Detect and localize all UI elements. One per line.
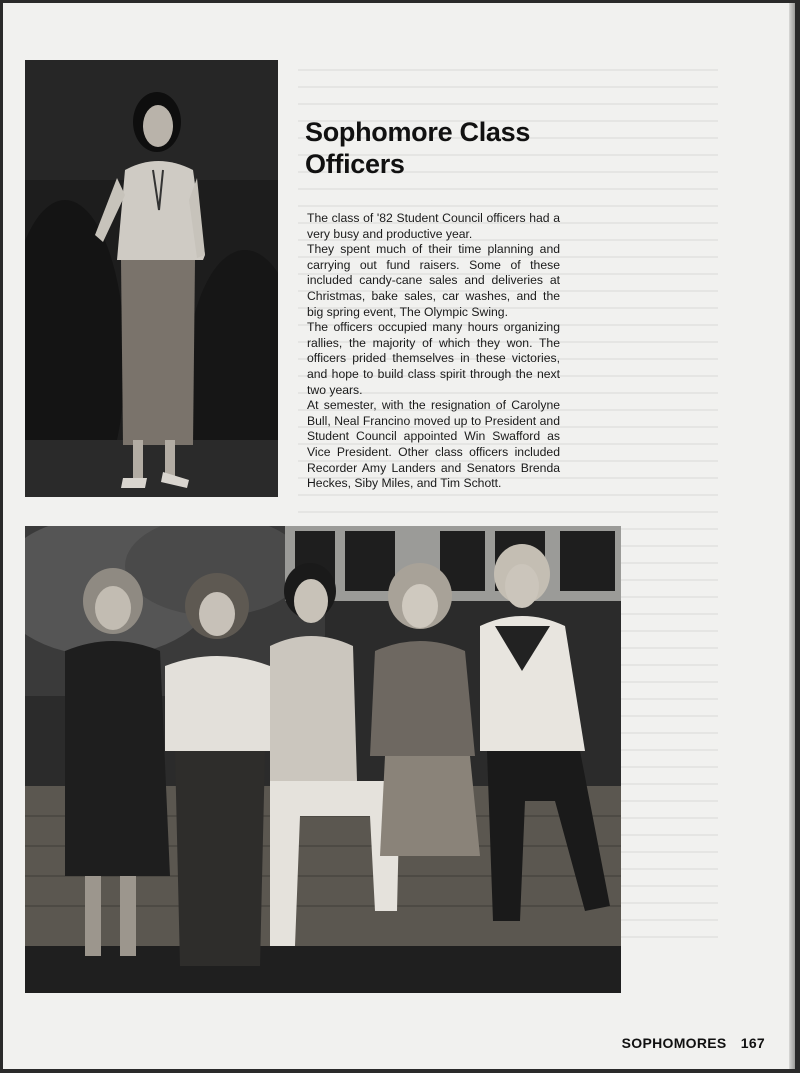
- article-body: [307, 211, 560, 492]
- portrait-photo: [25, 60, 278, 497]
- article-paragraph: They spent much of their time planning and carrying out fund raisers. Some of these included candy-cane sales and deliveries at Christmas, bake sales, car washes, and the big spring event, The Olympic Swing.: [307, 242, 560, 319]
- group-photo-graphic: [25, 526, 621, 993]
- portrait-photo-graphic: [25, 60, 278, 497]
- page-number: 167: [740, 1035, 765, 1051]
- yearbook-page: [3, 3, 795, 1069]
- article-paragraph: The class of '82 Student Council officers had a very busy and productive year.: [307, 211, 560, 241]
- section-label: SOPHOMORES: [621, 1035, 727, 1051]
- page-spine-shadow: [789, 3, 795, 1069]
- article-paragraph: At semester, with the resignation of Carolyne Bull, Neal Francino moved up to President and Student Council appointed Win Swafford as Vice President. Other class officers included Recorder Amy Landers and Senators Brenda Heckes, Siby Miles, and Tim Schott.: [307, 398, 560, 491]
- article-paragraph: The officers occupied many hours organizing rallies, the majority of which they won. The officers prided themselves in these victories, and hope to build class spirit through the next two years.: [307, 320, 560, 397]
- article-title: Sophomore Class Officers: [305, 117, 531, 179]
- group-photo: [25, 526, 621, 993]
- page-footer: [622, 1035, 765, 1051]
